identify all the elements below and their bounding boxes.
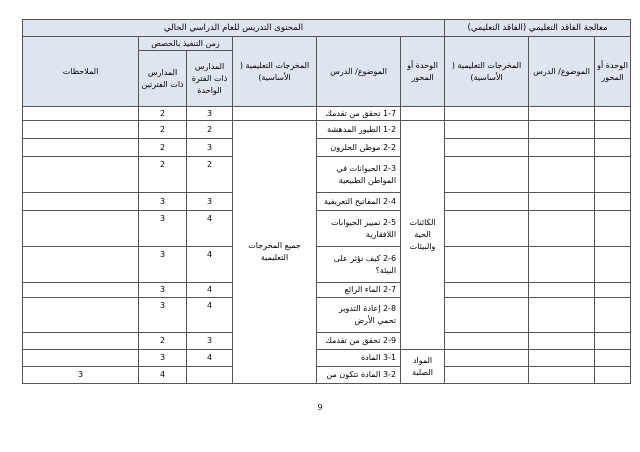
unit-solid-materials: المواد الصلبة bbox=[401, 350, 445, 384]
two-periods-cell: 3 bbox=[139, 283, 187, 298]
lesson-cell: 2-4 المفاتيح التعريفية bbox=[317, 193, 401, 211]
lesson-cell: 2-7 الماء الرائع bbox=[317, 283, 401, 298]
two-periods-cell: 2 bbox=[139, 333, 187, 350]
table-row bbox=[23, 298, 631, 333]
table-row bbox=[23, 283, 631, 298]
lesson-cell: 3-1 المادة bbox=[317, 350, 401, 367]
two-periods-cell: 3 bbox=[139, 193, 187, 211]
page-number: 9 bbox=[317, 403, 323, 412]
table-row bbox=[23, 193, 631, 211]
one-period-cell: 3 bbox=[187, 193, 233, 211]
two-periods-cell: 2 bbox=[139, 121, 187, 139]
exec-time-header: زمن التنفيذ بالحصص bbox=[139, 37, 233, 51]
section-header-lost: معالجة الفاقد التعليمي (الفاقد التعليمي) bbox=[445, 20, 631, 37]
table-row bbox=[23, 121, 631, 139]
two-periods-cell: 2 bbox=[139, 107, 187, 121]
lost-unit-header: الوحدة أو المحور bbox=[595, 37, 631, 107]
table-row bbox=[23, 139, 631, 157]
one-period-cell: 4 bbox=[187, 211, 233, 247]
section-header-current: المحتوى التدريس للعام الدراسي الحالي bbox=[23, 20, 445, 37]
table-row bbox=[23, 367, 631, 384]
lesson-cell: 2-5 تمييز الحيوانات اللافقارية bbox=[317, 211, 401, 247]
two-periods-cell: 3 bbox=[139, 211, 187, 247]
one-period-cell: 4 bbox=[187, 350, 233, 367]
lesson-cell: 2-9 تحقق من تقدمك bbox=[317, 333, 401, 350]
two-periods-cell: 3 bbox=[139, 247, 187, 283]
two-periods-cell: 3 bbox=[23, 367, 139, 384]
lesson-cell: 2-2 موطن الحلزون bbox=[317, 139, 401, 157]
table-row bbox=[23, 247, 631, 283]
curriculum-table bbox=[22, 19, 631, 384]
lesson-cell: 1-2 الطيور المدهشة bbox=[317, 121, 401, 139]
lesson-cell: 2-3 الحيوانات في المواطن الطبيعية bbox=[317, 157, 401, 193]
one-period-cell: 4 bbox=[187, 283, 233, 298]
table-row bbox=[23, 333, 631, 350]
one-period-cell: 3 bbox=[187, 333, 233, 350]
one-period-cell: 3 bbox=[187, 139, 233, 157]
table-row bbox=[23, 211, 631, 247]
lesson-cell: 2-8 إعادة التدوير تحمي الأرض bbox=[317, 298, 401, 333]
one-period-cell: 4 bbox=[187, 247, 233, 283]
one-period-cell: 4 bbox=[139, 367, 187, 384]
table-row bbox=[23, 157, 631, 193]
two-periods-cell: 2 bbox=[139, 157, 187, 193]
two-periods-header: المدارس ذات الفترتين bbox=[139, 51, 187, 107]
lesson-cell: 2-6 كيف نؤثر على البيئة؟ bbox=[317, 247, 401, 283]
two-periods-cell: 3 bbox=[139, 298, 187, 333]
notes-header: الملاحظات bbox=[23, 37, 139, 107]
table-row bbox=[23, 107, 631, 121]
outcomes-header: المخرجات التعليمية ( الأساسية) bbox=[233, 37, 317, 107]
two-periods-cell: 2 bbox=[139, 139, 187, 157]
one-period-header: المدارس ذات الفترة الواحدة bbox=[187, 51, 233, 107]
one-period-cell: 2 bbox=[187, 157, 233, 193]
lesson-cell: 1-7 تحقق من تقدمك bbox=[317, 107, 401, 121]
unit-header: الوحدة أو المحور bbox=[401, 37, 445, 107]
unit-living-things: الكائنات الحية والبيئات bbox=[401, 121, 445, 350]
lost-outcomes-header: المخرجات التعليمية ( الأساسية) bbox=[445, 37, 529, 107]
lesson-cell: 3-2 المادة تتكون من bbox=[317, 367, 401, 384]
one-period-cell: 4 bbox=[187, 298, 233, 333]
topic-header: الموضوع/ الدرس bbox=[317, 37, 401, 107]
table-row bbox=[23, 350, 631, 367]
lost-topic-header: الموضوع/ الدرس bbox=[529, 37, 595, 107]
two-periods-cell: 3 bbox=[139, 350, 187, 367]
one-period-cell: 3 bbox=[187, 107, 233, 121]
one-period-cell: 2 bbox=[187, 121, 233, 139]
outcomes-all: جميع المخرجات التعليمية bbox=[233, 121, 317, 384]
